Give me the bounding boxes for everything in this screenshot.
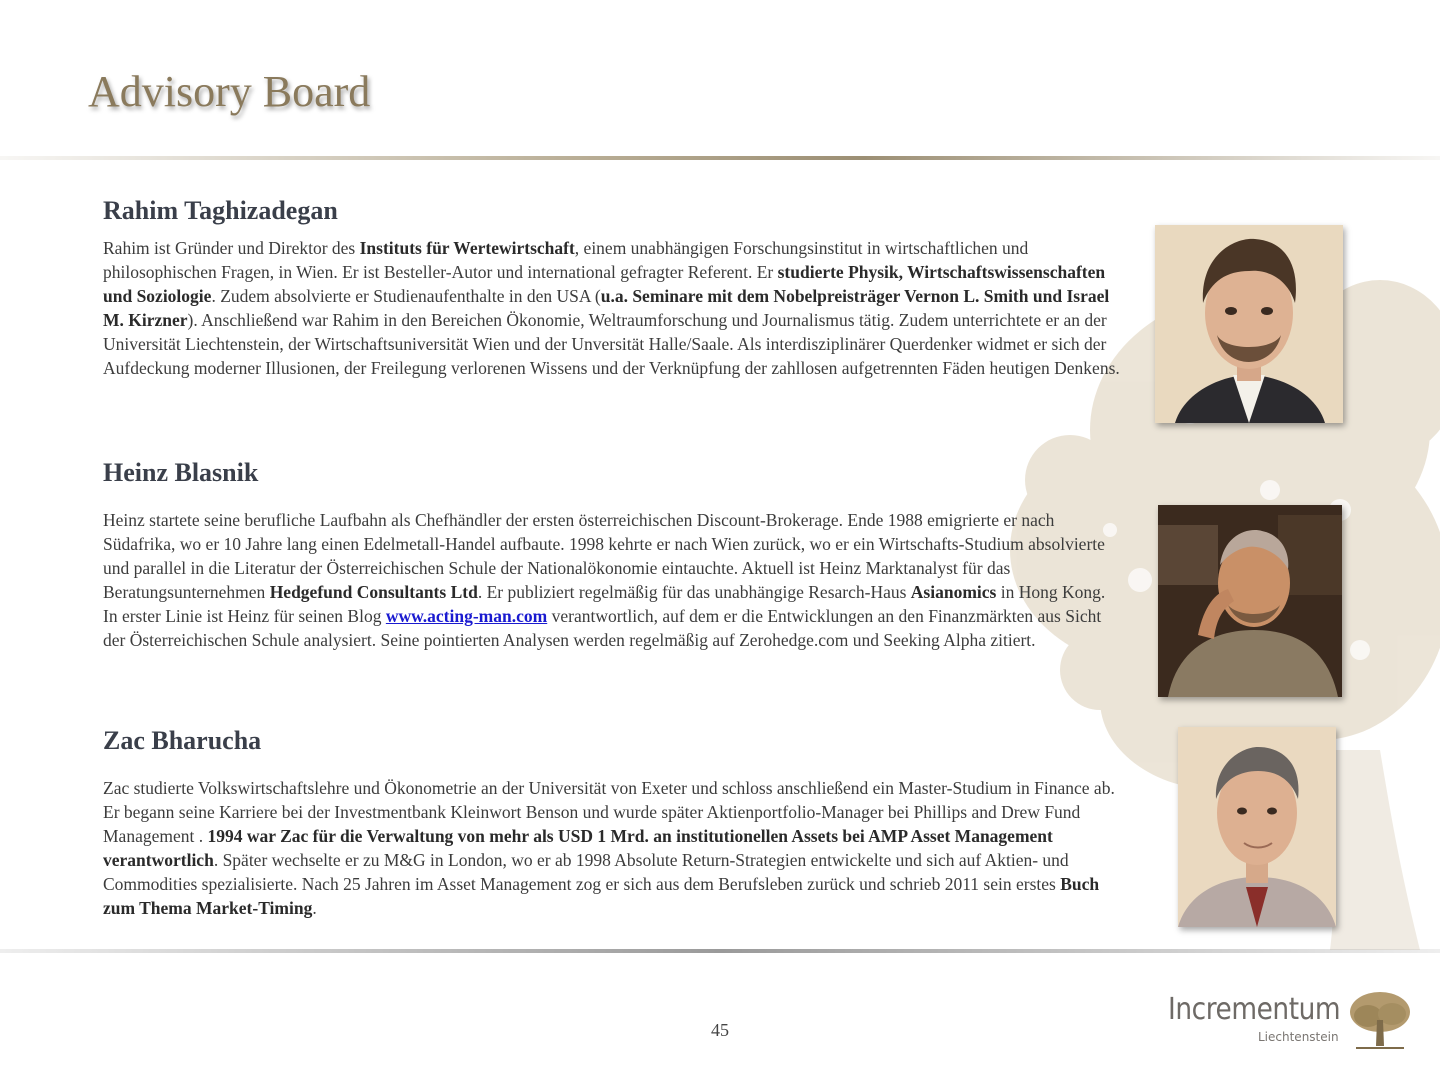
bio-text: in Hong Kong. In erster Linie ist Heinz für seinen Blog <box>103 582 1106 626</box>
bio-text: Rahim ist Gründer und Direktor des <box>103 238 360 258</box>
bio-emphasis: 1994 war Zac für die Verwaltung von mehr als USD 1 Mrd. an institutionellen Assets bei AMP Asset Management verantwortlich <box>103 826 1053 870</box>
bio-text: ). Anschließend war Rahim in den Bereichen Ökonomie, Weltraumforschung und Journalismus tätig. Zudem unterrichtete er an der Universität Liechtenstein, der Wirtschaftsuniversität Wien und der Unversität Halle/Saale. Als interdisziplinärer Querdenker widmet er sich der Aufdeckung moderner Illusionen, der Freilegung verlorenen Wissens und der Verknüpfung der zahllosen aufgetrennten Fäden heutigen Denkens. <box>103 310 1120 378</box>
bio-text: , einem unabhängigen Forschungsinstitut in wirtschaftlichen und philosophischen Fragen, in Wien. Er ist Besteller-Autor und international gefragter Referent. Er <box>103 238 1029 282</box>
advisor-zac-bharucha <box>103 726 1123 920</box>
bio-text: verantwortlich, auf dem er die Entwicklungen an den Finanzmärkten aus Sicht der Österreichischen Schule analysiert. Seine pointierten Analysen werden regelmäßig auf Zerohedge.com und Seeking Alpha zitiert. <box>103 606 1102 650</box>
bio-emphasis: Hedgefund Consultants Ltd <box>269 582 478 602</box>
advisor-bio <box>103 508 1123 652</box>
portrait-photo-zac <box>1178 727 1336 927</box>
slide-title: Advisory Board <box>88 67 371 116</box>
advisor-bio <box>103 236 1123 380</box>
bio-text: Heinz startete seine berufliche Laufbahn als Chefhändler der ersten österreichischen Discount-Brokerage. Ende 1988 emigrierte er nach Südafrika, wo er 10 Jahre lang einen Edelmetall-Handel aufbaute. 1998 kehrte er nach Wien zurück, wo er ein Wirtschafts-Studium absolvierte und parallel in die Literatur der Österreichischen Schule der Nationalökonomie eintauchte. Aktuell ist Heinz Marktanalyst für das Beratungsunternehmen <box>103 510 1105 602</box>
bio-text: . <box>312 898 317 918</box>
header-divider <box>0 156 1440 160</box>
oak-tree-icon <box>1346 990 1414 1054</box>
bio-emphasis: studierte Physik, Wirtschaftswissenschaften und Soziologie <box>103 262 1106 306</box>
advisor-name: Rahim Taghizadegan <box>103 196 338 225</box>
advisor-name: Zac Bharucha <box>103 726 262 755</box>
advisor-rahim-taghizadegan <box>103 196 1123 380</box>
advisor-bio <box>103 776 1123 920</box>
portrait-photo-rahim <box>1155 225 1343 423</box>
incrementum-logo <box>1168 990 1418 1060</box>
bio-emphasis: Buch zum Thema Market-Timing <box>103 874 1100 918</box>
logo-subtitle: Liechtenstein <box>1258 1030 1339 1044</box>
blog-link[interactable]: www.acting-man.com <box>385 606 548 626</box>
bio-text: Zac studierte Volkswirtschaftslehre und Ökonometrie an der Universität von Exeter und schloss anschließend ein Master-Studium in Finance ab. Er begann seine Karriere bei der Investmentbank Kleinwort Benson und wurde später Aktienportfolio-Manager bei Phillips and Drew Fund Management . <box>103 778 1115 846</box>
bio-text: . Zudem absolvierte er Studienaufenthalte in den USA ( <box>211 286 601 306</box>
logo-wordmark: Incrementum <box>1168 992 1341 1027</box>
footer-divider <box>0 949 1440 953</box>
bio-emphasis: u.a. Seminare mit dem Nobelpreisträger Vernon L. Smith und Israel M. Kirzner <box>103 286 1110 330</box>
bio-emphasis: Instituts für Wertewirtschaft <box>359 238 575 258</box>
portrait-photo-heinz <box>1158 505 1342 697</box>
advisor-heinz-blasnik <box>103 458 1123 652</box>
advisor-name: Heinz Blasnik <box>103 458 259 487</box>
page-number: 45 <box>711 1020 729 1040</box>
bio-emphasis: Asianomics <box>910 582 997 602</box>
bio-text: . Später wechselte er zu M&G in London, wo er ab 1998 Absolute Return-Strategien entwickelte und sich auf Aktien- und Commodities spezialisierte. Nach 25 Jahren im Asset Management zog er sich aus dem Berufsleben zurück und schrieb 2011 sein erstes <box>103 850 1069 894</box>
bio-text: . Er publiziert regelmäßig für das unabhängige Resarch-Haus <box>477 582 911 602</box>
